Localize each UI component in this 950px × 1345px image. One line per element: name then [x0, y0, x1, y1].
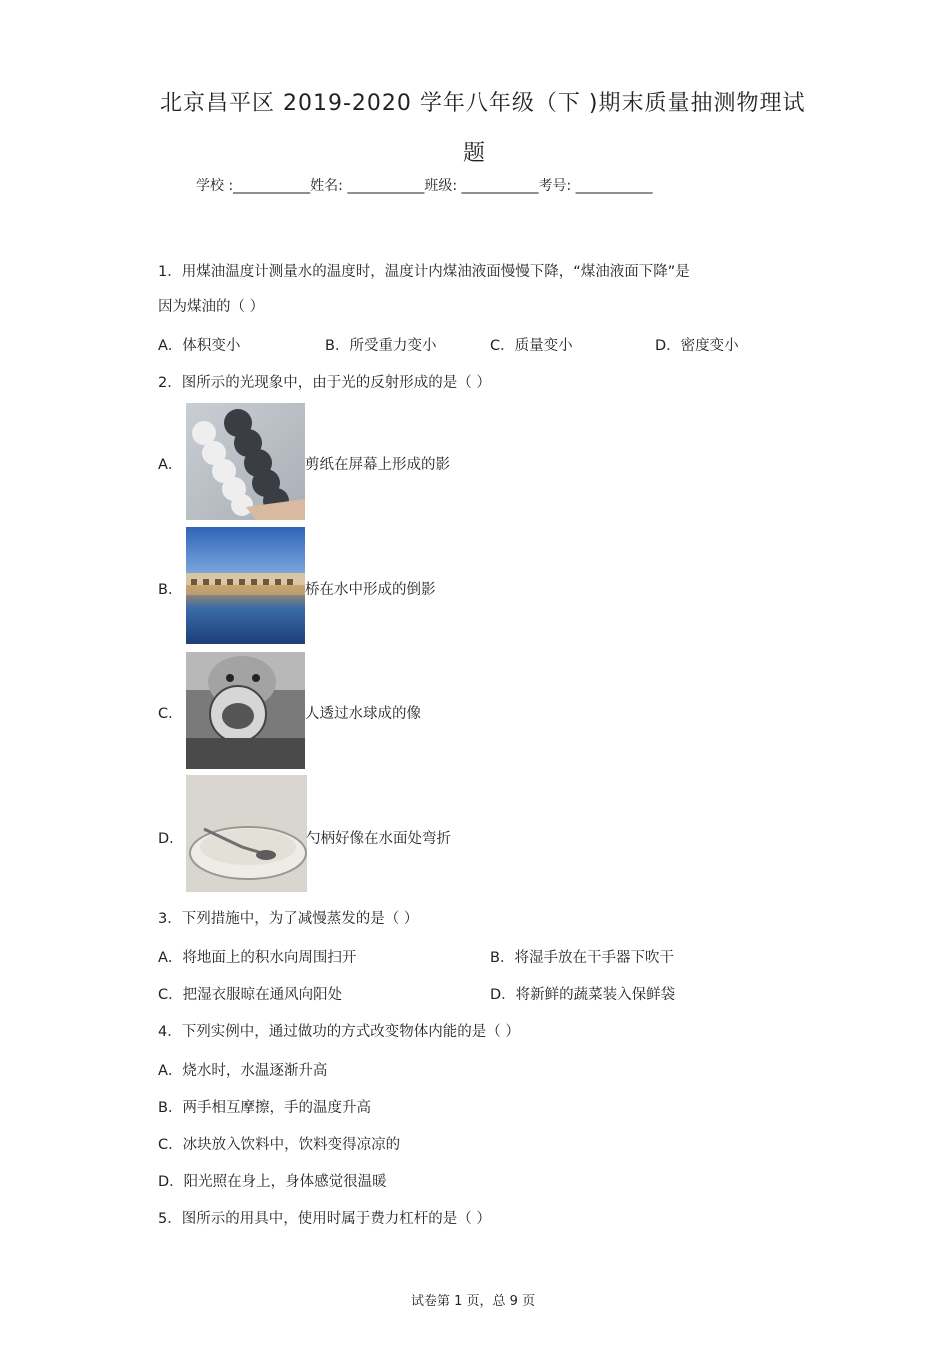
q3-option-c: C．把湿衣服晾在通风向阳处 [158, 987, 343, 1003]
q1-option-d: D．密度变小 [655, 338, 739, 354]
q4-option-a: A．烧水时，水温逐渐升高 [158, 1063, 328, 1079]
q4-option-d: D．阳光照在身上，身体感觉很温暖 [158, 1174, 387, 1190]
q2-stem: 2．图所示的光现象中，由于光的反射形成的是（ ） [158, 375, 491, 391]
shadow-photo-image [186, 403, 305, 520]
bridge-photo-image [186, 527, 305, 644]
q4-option-b: B．两手相互摩擦，手的温度升高 [158, 1100, 371, 1116]
q1-option-c: C．质量变小 [490, 338, 573, 354]
q2-option-c-text: 人透过水球成的像 [305, 706, 421, 722]
q2-option-a-letter: A． [158, 457, 183, 473]
q1-option-b: B．所受重力变小 [325, 338, 437, 354]
q3-option-d: D．将新鲜的蔬菜装入保鲜袋 [490, 987, 676, 1003]
q2-option-b-letter: B． [158, 582, 183, 598]
student-info-line: 学校 :___________姓名: ___________班级: ___________考号: ___________ [196, 178, 653, 194]
exam-title-line1: 北京昌平区 2019-2020 学年八年级（下 )期末质量抽测物理试 [160, 91, 806, 116]
q3-option-b: B．将湿手放在干手器下吹干 [490, 950, 674, 966]
spoon-bowl-photo-image [186, 775, 307, 892]
q2-option-b-text: 桥在水中形成的倒影 [305, 582, 436, 598]
water-ball-photo-image [186, 652, 305, 769]
q1-option-a: A．体积变小 [158, 338, 241, 354]
q2-option-d-letter: D． [158, 831, 184, 847]
q4-stem: 4．下列实例中，通过做功的方式改变物体内能的是（ ） [158, 1024, 520, 1040]
q4-option-c: C．冰块放入饮料中，饮料变得凉凉的 [158, 1137, 401, 1153]
q2-option-a-text: 剪纸在屏幕上形成的影 [305, 457, 450, 473]
page-footer: 试卷第 1 页，总 9 页 [411, 1294, 536, 1309]
q1-stem-line2: 因为煤油的（ ） [158, 299, 265, 315]
q1-stem-line1: 1．用煤油温度计测量水的温度时，温度计内煤油液面慢慢下降，“煤油液面下降”是 [158, 264, 690, 280]
q5-stem: 5．图所示的用具中，使用时属于费力杠杆的是（ ） [158, 1211, 491, 1227]
q2-option-c-letter: C． [158, 706, 183, 722]
exam-title-line2: 题 [463, 141, 487, 166]
q3-stem: 3．下列措施中，为了减慢蒸发的是（ ） [158, 911, 419, 927]
q2-option-d-text: 勺柄好像在水面处弯折 [306, 831, 451, 847]
q3-option-a: A．将地面上的积水向周围扫开 [158, 950, 357, 966]
